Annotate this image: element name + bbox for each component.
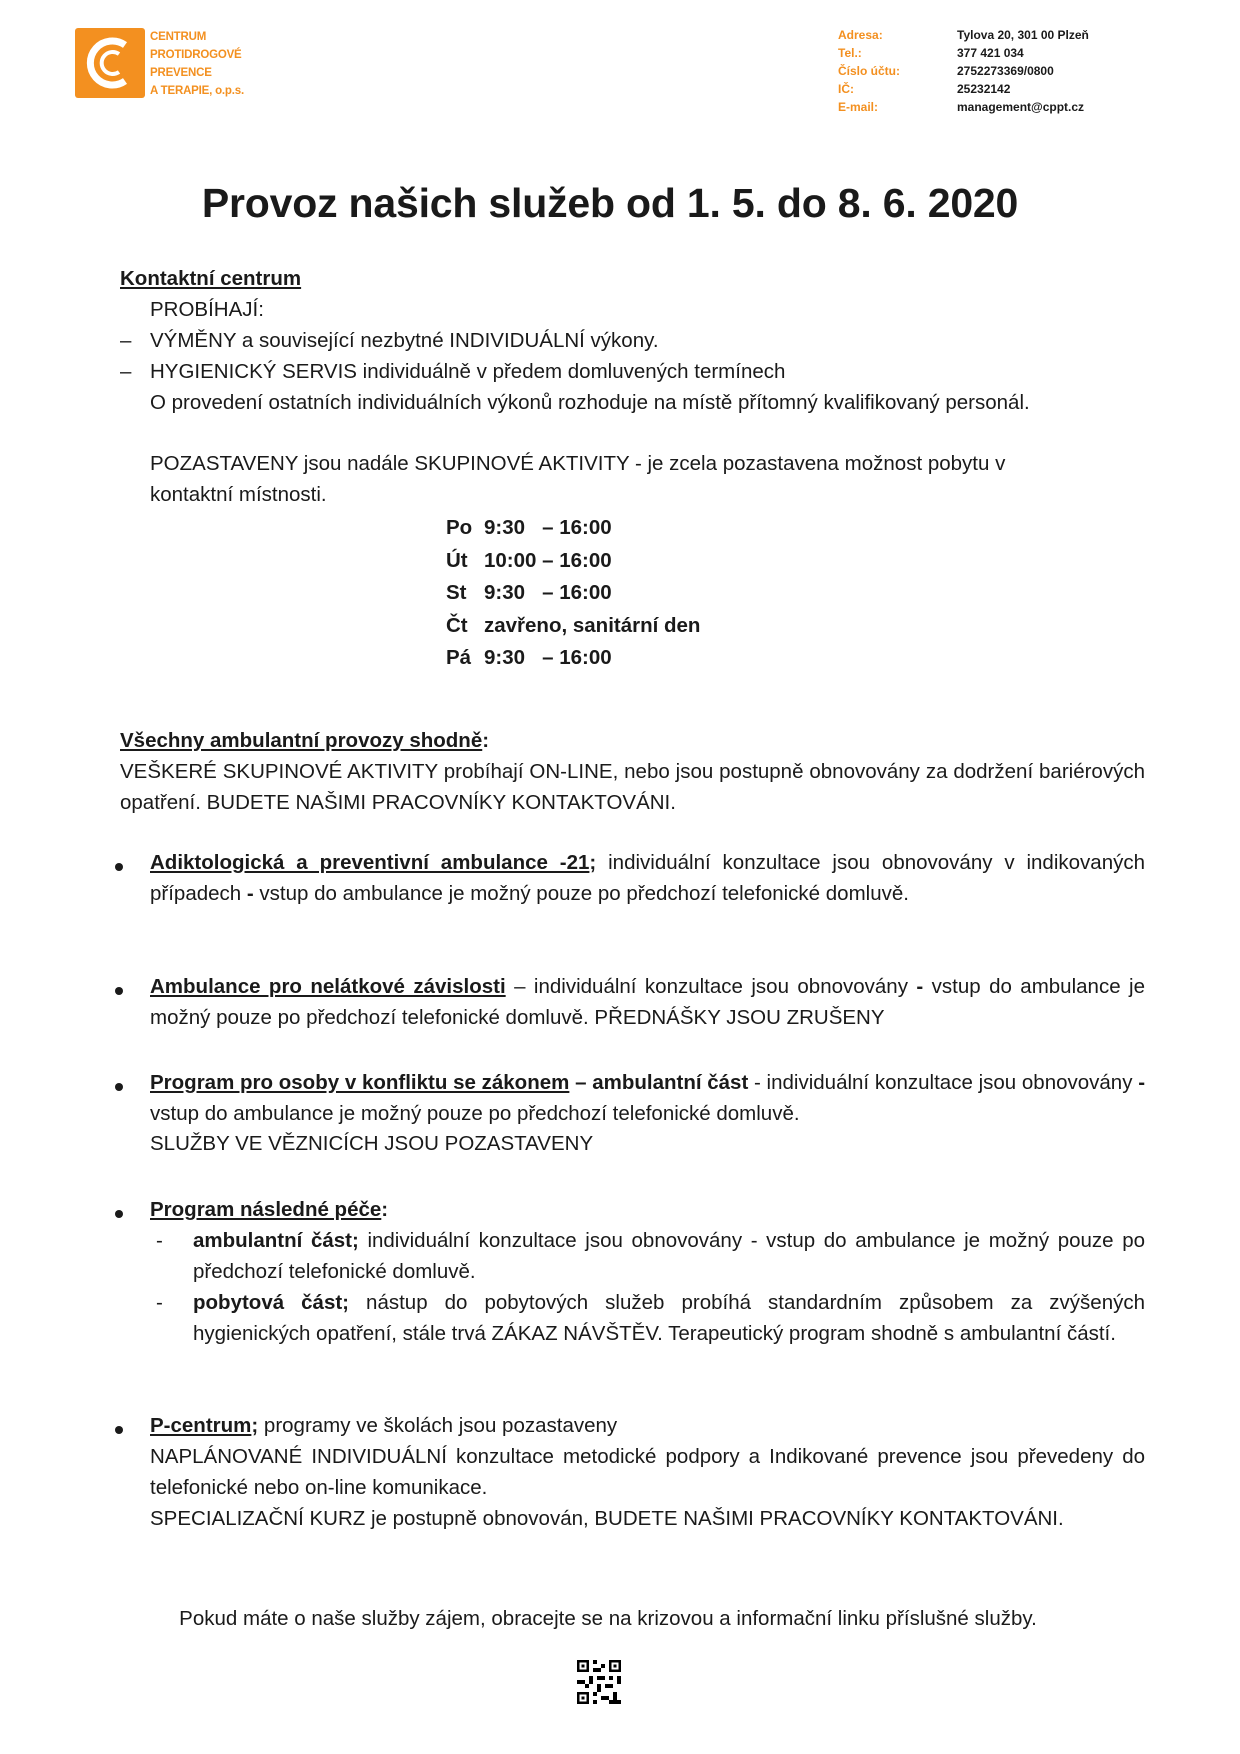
kc-heading-text: Kontaktní centrum <box>120 267 302 290</box>
amb-heading <box>120 726 489 757</box>
contact-label-address: Adresa: <box>838 28 883 42</box>
bullet-dot <box>115 863 123 871</box>
service-text: vstup do ambulance je možný pouze po předchozí telefonické domluvě. PŘEDNÁŠKY JSOU ZRUŠENY <box>150 975 1145 1029</box>
hours-time: 9:30 – 16:00 <box>484 581 612 604</box>
service-p-centrum <box>150 1411 617 1442</box>
service-separator: ; <box>251 1414 259 1437</box>
hours-day: Pá <box>446 646 472 669</box>
logo-name <box>150 28 280 100</box>
hours-row <box>446 642 700 675</box>
service-text: individuální konzultace jsou obnovovány v indikovaných případech <box>150 851 1145 905</box>
service-nasledna-pece <box>150 1195 388 1226</box>
hours-day: Čt <box>446 613 468 637</box>
logo-c-icon <box>75 28 145 98</box>
logo-mark <box>75 28 145 98</box>
hours-row <box>446 577 700 610</box>
service-name: Adiktologická a preventivní ambulance -21 <box>150 851 590 874</box>
contact-values <box>957 26 1217 116</box>
sub-bullet: - <box>156 1291 163 1314</box>
sub-item-lead: ambulantní část; <box>193 1229 359 1252</box>
service-dash: - <box>246 881 254 905</box>
logo-line: A TERAPIE, o.p.s. <box>150 85 244 97</box>
contact-email[interactable]: management@cppt.cz <box>957 100 1085 114</box>
amb-paragraph: VEŠKERÉ SKUPINOVÉ AKTIVITY probíhají ON-LINE, nebo jsou postupně obnovovány za dodržení bariérových opatření. BUDETE NAŠIMI PRACOVNÍKY KONTAKTOVÁNI. <box>120 760 1145 814</box>
service-colon: : <box>381 1198 389 1221</box>
hours-day: St <box>446 581 467 604</box>
footer-note: Pokud máte o naše služby zájem, obracejte se na krizovou a informační linku příslušné služby. <box>179 1607 1037 1630</box>
kc-paragraph-suspended: POZASTAVENY jsou nadále SKUPINOVÉ AKTIVITY - je zcela pozastavena možnost pobytu v kontaktní místnosti. <box>150 452 1006 506</box>
logo-line: CENTRUM <box>150 31 207 43</box>
hours-day: Po <box>446 516 473 539</box>
amb-heading-colon: : <box>482 729 490 752</box>
service-text: programy ve školách jsou pozastaveny <box>258 1414 618 1437</box>
contact-label-email: E-mail: <box>838 100 879 114</box>
service-adiktologicka <box>150 848 1145 909</box>
kc-item-hygiene: HYGIENICKÝ SERVIS individuálně v předem domluvených termínech <box>150 360 786 383</box>
contact-phone: 377 421 034 <box>957 46 1024 60</box>
qr-code <box>577 1660 621 1704</box>
page-title: Provoz našich služeb od 1. 5. do 8. 6. 2020 <box>201 180 1019 226</box>
service-text: - individuální konzultace jsou obnovovány <box>748 1071 1139 1094</box>
service-text: vstup do ambulance je možný pouze po předchozí telefonické domluvě. <box>253 881 909 905</box>
service-name: P-centrum <box>150 1414 252 1437</box>
service-nelatkove <box>150 972 1145 1033</box>
contact-label-phone: Tel.: <box>838 46 862 60</box>
contact-account: 2752273369/0800 <box>957 64 1054 78</box>
service-name: Ambulance pro nelátkové závislosti <box>150 975 506 998</box>
service-konflikt <box>150 1068 1145 1129</box>
contact-address: Tylova 20, 301 00 Plzeň <box>957 28 1089 42</box>
service-name: Program následné péče <box>150 1198 382 1221</box>
contact-ic: 25232142 <box>957 82 1011 96</box>
sub-bullet: - <box>156 1229 163 1252</box>
logo-line: PREVENCE <box>150 67 212 79</box>
bullet-dot <box>115 1426 123 1434</box>
bullet-dot <box>115 987 123 995</box>
hours-time: 10:00 – 16:00 <box>484 548 612 572</box>
service-name: Program pro osoby v konfliktu se zákonem <box>150 1071 570 1094</box>
amb-heading-text: Všechny ambulantní provozy shodně <box>120 729 483 752</box>
sub-item-text: individuální konzultace jsou obnovovány - vstup do ambulance je možný pouze po předchozí telefonické domluvě. <box>193 1229 1145 1283</box>
hours-row <box>446 610 700 643</box>
hours-time: 9:30 – 16:00 <box>484 646 612 669</box>
sub-item-pobytova <box>193 1288 1145 1349</box>
kc-probihaji: PROBÍHAJÍ: <box>150 298 264 321</box>
contact-labels <box>838 26 958 116</box>
service-dash: - <box>916 975 924 998</box>
hours-row <box>446 545 700 578</box>
dash-marker: – <box>120 360 132 383</box>
kc-heading <box>120 264 301 295</box>
contact-label-account: Číslo účtu: <box>838 64 900 78</box>
sub-item-text: nástup do pobytových služeb probíhá standardním způsobem za zvýšených hygienických opatření, stále trvá ZÁKAZ NÁVŠTĚV. Terapeutický program shodně s ambulantní částí. <box>193 1291 1145 1345</box>
dash-marker: – <box>120 329 132 352</box>
service-konflikt-note: SLUŽBY VE VĚZNICÍCH JSOU POZASTAVENY <box>150 1132 594 1155</box>
hours-day: Út <box>446 548 468 572</box>
service-text: vstup do ambulance je možný pouze po předchozí telefonické domluvě. <box>150 1101 800 1125</box>
sub-item-ambulantni <box>193 1226 1145 1287</box>
p-centrum-paragraph: NAPLÁNOVANÉ INDIVIDUÁLNÍ konzultace metodické podpory a Indikované prevence jsou převedeny do telefonické nebo on-line komunikace. <box>150 1445 1145 1499</box>
hours-row <box>446 512 700 545</box>
logo-line: PROTIDROGOVÉ <box>150 49 242 61</box>
hours-time: 9:30 – 16:00 <box>484 516 612 539</box>
kc-item-exchanges: VÝMĚNY a související nezbytné INDIVIDUÁLNÍ výkony. <box>150 329 659 352</box>
kc-paragraph-individual: O provedení ostatních individuálních výkonů rozhoduje na místě přítomný kvalifikovaný personál. <box>150 391 1030 414</box>
service-separator: ; <box>589 851 597 874</box>
service-dash: - <box>1138 1071 1146 1094</box>
p-centrum-course: SPECIALIZAČNÍ KURZ je postupně obnovován, BUDETE NAŠIMI PRACOVNÍKY KONTAKTOVÁNI. <box>150 1507 1064 1530</box>
bullet-dot <box>115 1083 123 1091</box>
service-part: – ambulantní část <box>569 1071 749 1094</box>
contact-label-ic: IČ: <box>838 82 854 96</box>
sub-item-lead: pobytová část; <box>193 1291 350 1314</box>
bullet-dot <box>115 1210 123 1218</box>
service-text: – individuální konzultace jsou obnovovány <box>505 975 917 998</box>
opening-hours <box>446 512 700 675</box>
hours-time: zavřeno, sanitární den <box>484 613 701 637</box>
qr-code-icon <box>577 1660 621 1704</box>
